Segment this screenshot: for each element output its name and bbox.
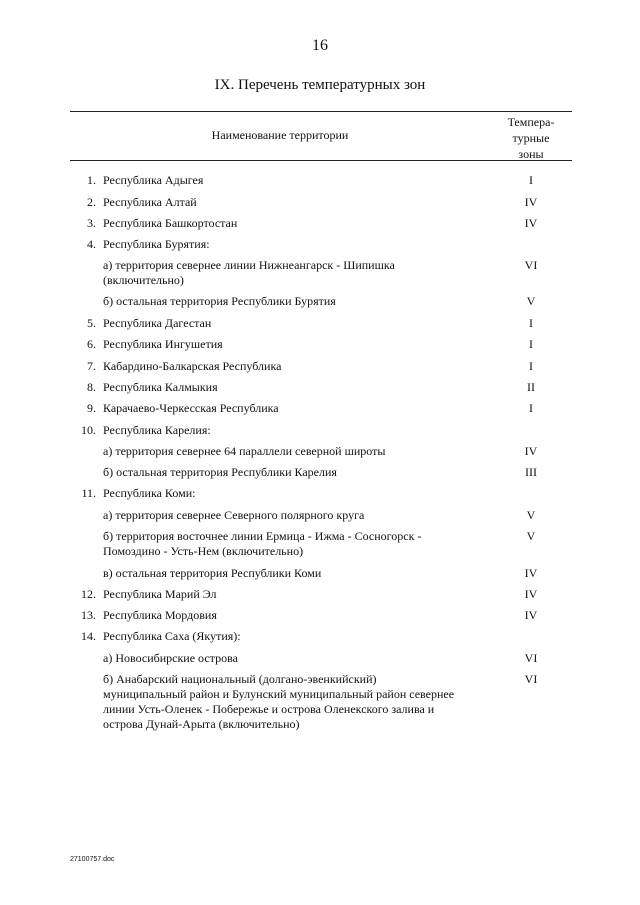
temperature-zone: V (526, 508, 536, 522)
row-number: 2. (87, 195, 96, 209)
territory-name-line: б) остальная территория Республики Карелия (103, 465, 337, 479)
territory-name-line: Помоздино - Усть-Нем (включительно) (103, 544, 304, 558)
territory-name-line: б) остальная территория Республики Бурятия (103, 294, 336, 308)
territory-name (103, 444, 498, 459)
row-number: 9. (87, 401, 96, 415)
territory-name (103, 529, 498, 559)
temperature-zone: IV (524, 587, 538, 601)
territory-name-line: в) остальная территория Республики Коми (103, 566, 322, 580)
territory-name-line: б) Анабарский национальный (долгано-эвенкийский) (103, 672, 377, 686)
territory-name-line: линии Усть-Оленек - Побережье и острова Оленекского залива и (103, 702, 435, 716)
territory-name-line: Республика Бурятия: (103, 237, 210, 251)
header-zone-line-3: зоны (518, 147, 544, 161)
territory-name (103, 508, 498, 523)
territory-name (103, 587, 498, 602)
territory-name-line: Республика Калмыкия (103, 380, 218, 394)
temperature-zone: IV (524, 444, 538, 458)
territory-name (103, 608, 498, 623)
territory-name (103, 337, 498, 352)
territory-name (103, 294, 498, 309)
territory-name-line: Республика Марий Эл (103, 587, 217, 601)
row-number: 11. (81, 486, 96, 500)
table-top-rule (70, 111, 572, 112)
temperature-zone: IV (524, 195, 538, 209)
territory-name-line: Республика Мордовия (103, 608, 217, 622)
territory-name (103, 380, 498, 395)
temperature-zone: IV (524, 566, 538, 580)
territory-name (103, 566, 498, 581)
temperature-zone: VI (524, 651, 538, 665)
row-number: 12. (81, 587, 96, 601)
territory-name (103, 651, 498, 666)
row-number: 14. (81, 629, 96, 643)
table-header-rule (70, 160, 572, 161)
temperature-zone: II (527, 380, 535, 394)
temperature-zone: I (529, 173, 533, 187)
temperature-zone: IV (524, 608, 538, 622)
row-number: 5. (87, 316, 96, 330)
temperature-zone: III (525, 465, 537, 479)
territory-name-line: Республика Ингушетия (103, 337, 223, 351)
temperature-zone: V (526, 294, 536, 308)
row-number: 4. (87, 237, 96, 251)
temperature-zone: VI (524, 672, 538, 686)
temperature-zone: V (526, 529, 536, 543)
territory-name-line: муниципальный район и Булунский муниципальный район севернее (103, 687, 455, 701)
territory-name (103, 258, 498, 288)
territory-name (103, 216, 498, 231)
row-number: 1. (87, 173, 96, 187)
territory-name-line: Республика Башкортостан (103, 216, 238, 230)
territory-name-line: острова Дунай-Арыта (включительно) (103, 717, 300, 731)
territory-name (103, 672, 498, 732)
territory-name (103, 629, 498, 644)
territory-name-line: (включительно) (103, 273, 184, 287)
territory-name (103, 486, 498, 501)
territory-name (103, 359, 498, 374)
footer-filename: 27100757.doc (70, 856, 115, 863)
row-number: 3. (87, 216, 96, 230)
territory-name (103, 173, 498, 188)
temperature-zone: I (529, 316, 533, 330)
temperature-zone: I (529, 401, 533, 415)
territory-name (103, 237, 498, 252)
territory-name-line: Кабардино-Балкарская Республика (103, 359, 282, 373)
section-title: IX. Перечень температурных зон (214, 77, 426, 93)
territory-name (103, 401, 498, 416)
territory-name (103, 465, 498, 480)
header-zone-line-2: турные (512, 131, 550, 145)
territory-name (103, 316, 498, 331)
territory-name-line: Республика Саха (Якутия): (103, 629, 241, 643)
territory-name (103, 423, 498, 438)
territory-name-line: а) территория севернее 64 параллели северной широты (103, 444, 386, 458)
page-number: 16 (312, 37, 328, 54)
temperature-zone: VI (524, 258, 538, 272)
territory-name-line: б) территория восточнее линии Ермица - Ижма - Сосногорск - (103, 529, 422, 543)
territory-name-line: а) Новосибирские острова (103, 651, 238, 665)
row-number: 10. (81, 423, 96, 437)
territory-name-line: Республика Коми: (103, 486, 196, 500)
row-number: 7. (87, 359, 96, 373)
territory-name-line: Республика Адыгея (103, 173, 204, 187)
row-number: 8. (87, 380, 96, 394)
territory-name-line: а) территория севернее Северного полярного круга (103, 508, 365, 522)
header-zone-line-1: Темпера- (507, 115, 555, 129)
temperature-zone: I (529, 337, 533, 351)
territory-name (103, 195, 498, 210)
header-territory-name: Наименование территории (211, 128, 349, 142)
temperature-zone: IV (524, 216, 538, 230)
row-number: 13. (81, 608, 96, 622)
temperature-zone: I (529, 359, 533, 373)
territory-name-line: Республика Алтай (103, 195, 197, 209)
row-number: 6. (87, 337, 96, 351)
territory-name-line: а) территория севернее линии Нижнеангарск - Шипишка (103, 258, 395, 272)
territory-name-line: Республика Дагестан (103, 316, 212, 330)
header-temperature-zone (490, 114, 572, 162)
territory-name-line: Республика Карелия: (103, 423, 211, 437)
territory-name-line: Карачаево-Черкесская Республика (103, 401, 279, 415)
